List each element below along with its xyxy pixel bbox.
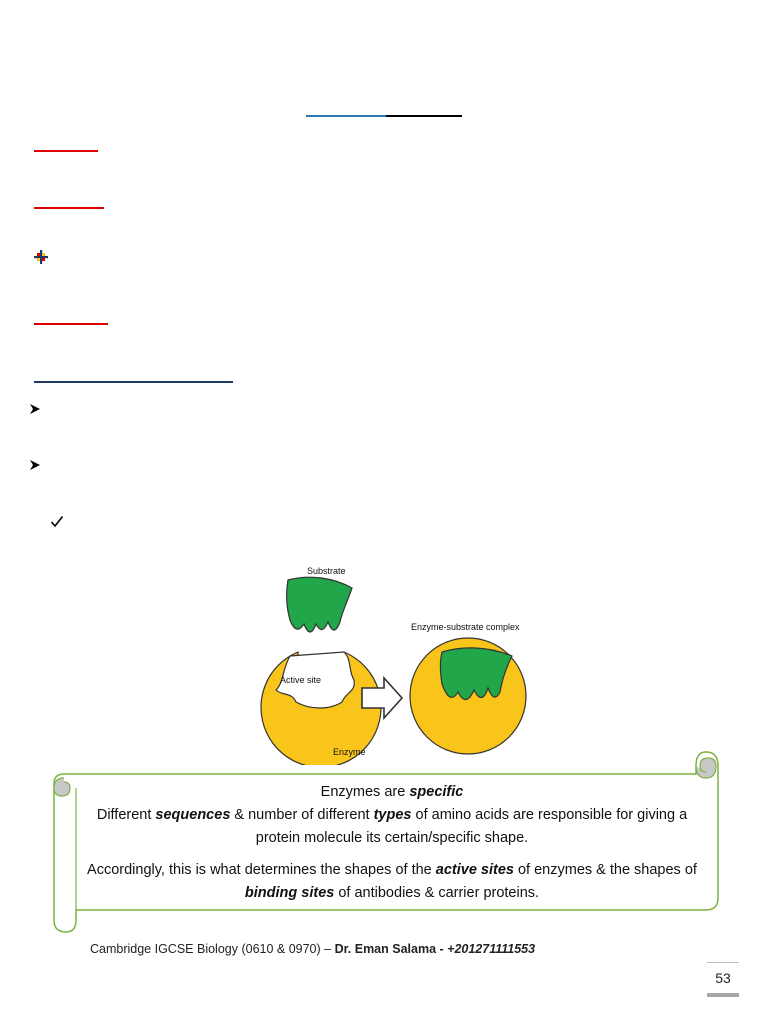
complex-shape xyxy=(410,638,526,754)
label-active-site: Active site xyxy=(280,675,322,685)
four-point-star-icon xyxy=(33,249,49,265)
note-line-3: Accordingly, this is what determines the shapes of the active sites of enzymes & the shapes of binding sites of antibodies & carrier proteins. xyxy=(87,862,697,901)
substrate-shape xyxy=(287,577,352,632)
page-number: 53 xyxy=(707,962,739,997)
heading-underline-1 xyxy=(34,150,98,152)
title-underline-blue xyxy=(306,115,386,117)
label-substrate: Substrate xyxy=(307,566,346,576)
label-enzyme: Enzyme xyxy=(333,747,366,757)
note-line-1: Enzymes are specific xyxy=(320,784,464,800)
heading-underline-2 xyxy=(34,207,104,209)
page-footer: Cambridge IGCSE Biology (0610 & 0970) – Dr. Eman Salama - +201271111553 xyxy=(90,942,536,956)
arrow-bullet-icon xyxy=(29,403,41,415)
label-complex: Enzyme-substrate complex xyxy=(411,622,520,632)
enzyme-substrate-diagram xyxy=(230,560,540,765)
heading-underline-3 xyxy=(34,323,108,325)
note-line-2: Different sequences & number of different types of amino acids are responsible for giving a protein molecule its certain/specific shape. xyxy=(96,807,688,846)
title-underline-black xyxy=(386,115,462,117)
scroll-note xyxy=(82,781,702,905)
arrow-bullet-icon xyxy=(29,459,41,471)
heading-underline-4 xyxy=(34,381,233,383)
checkmark-icon xyxy=(50,515,64,528)
